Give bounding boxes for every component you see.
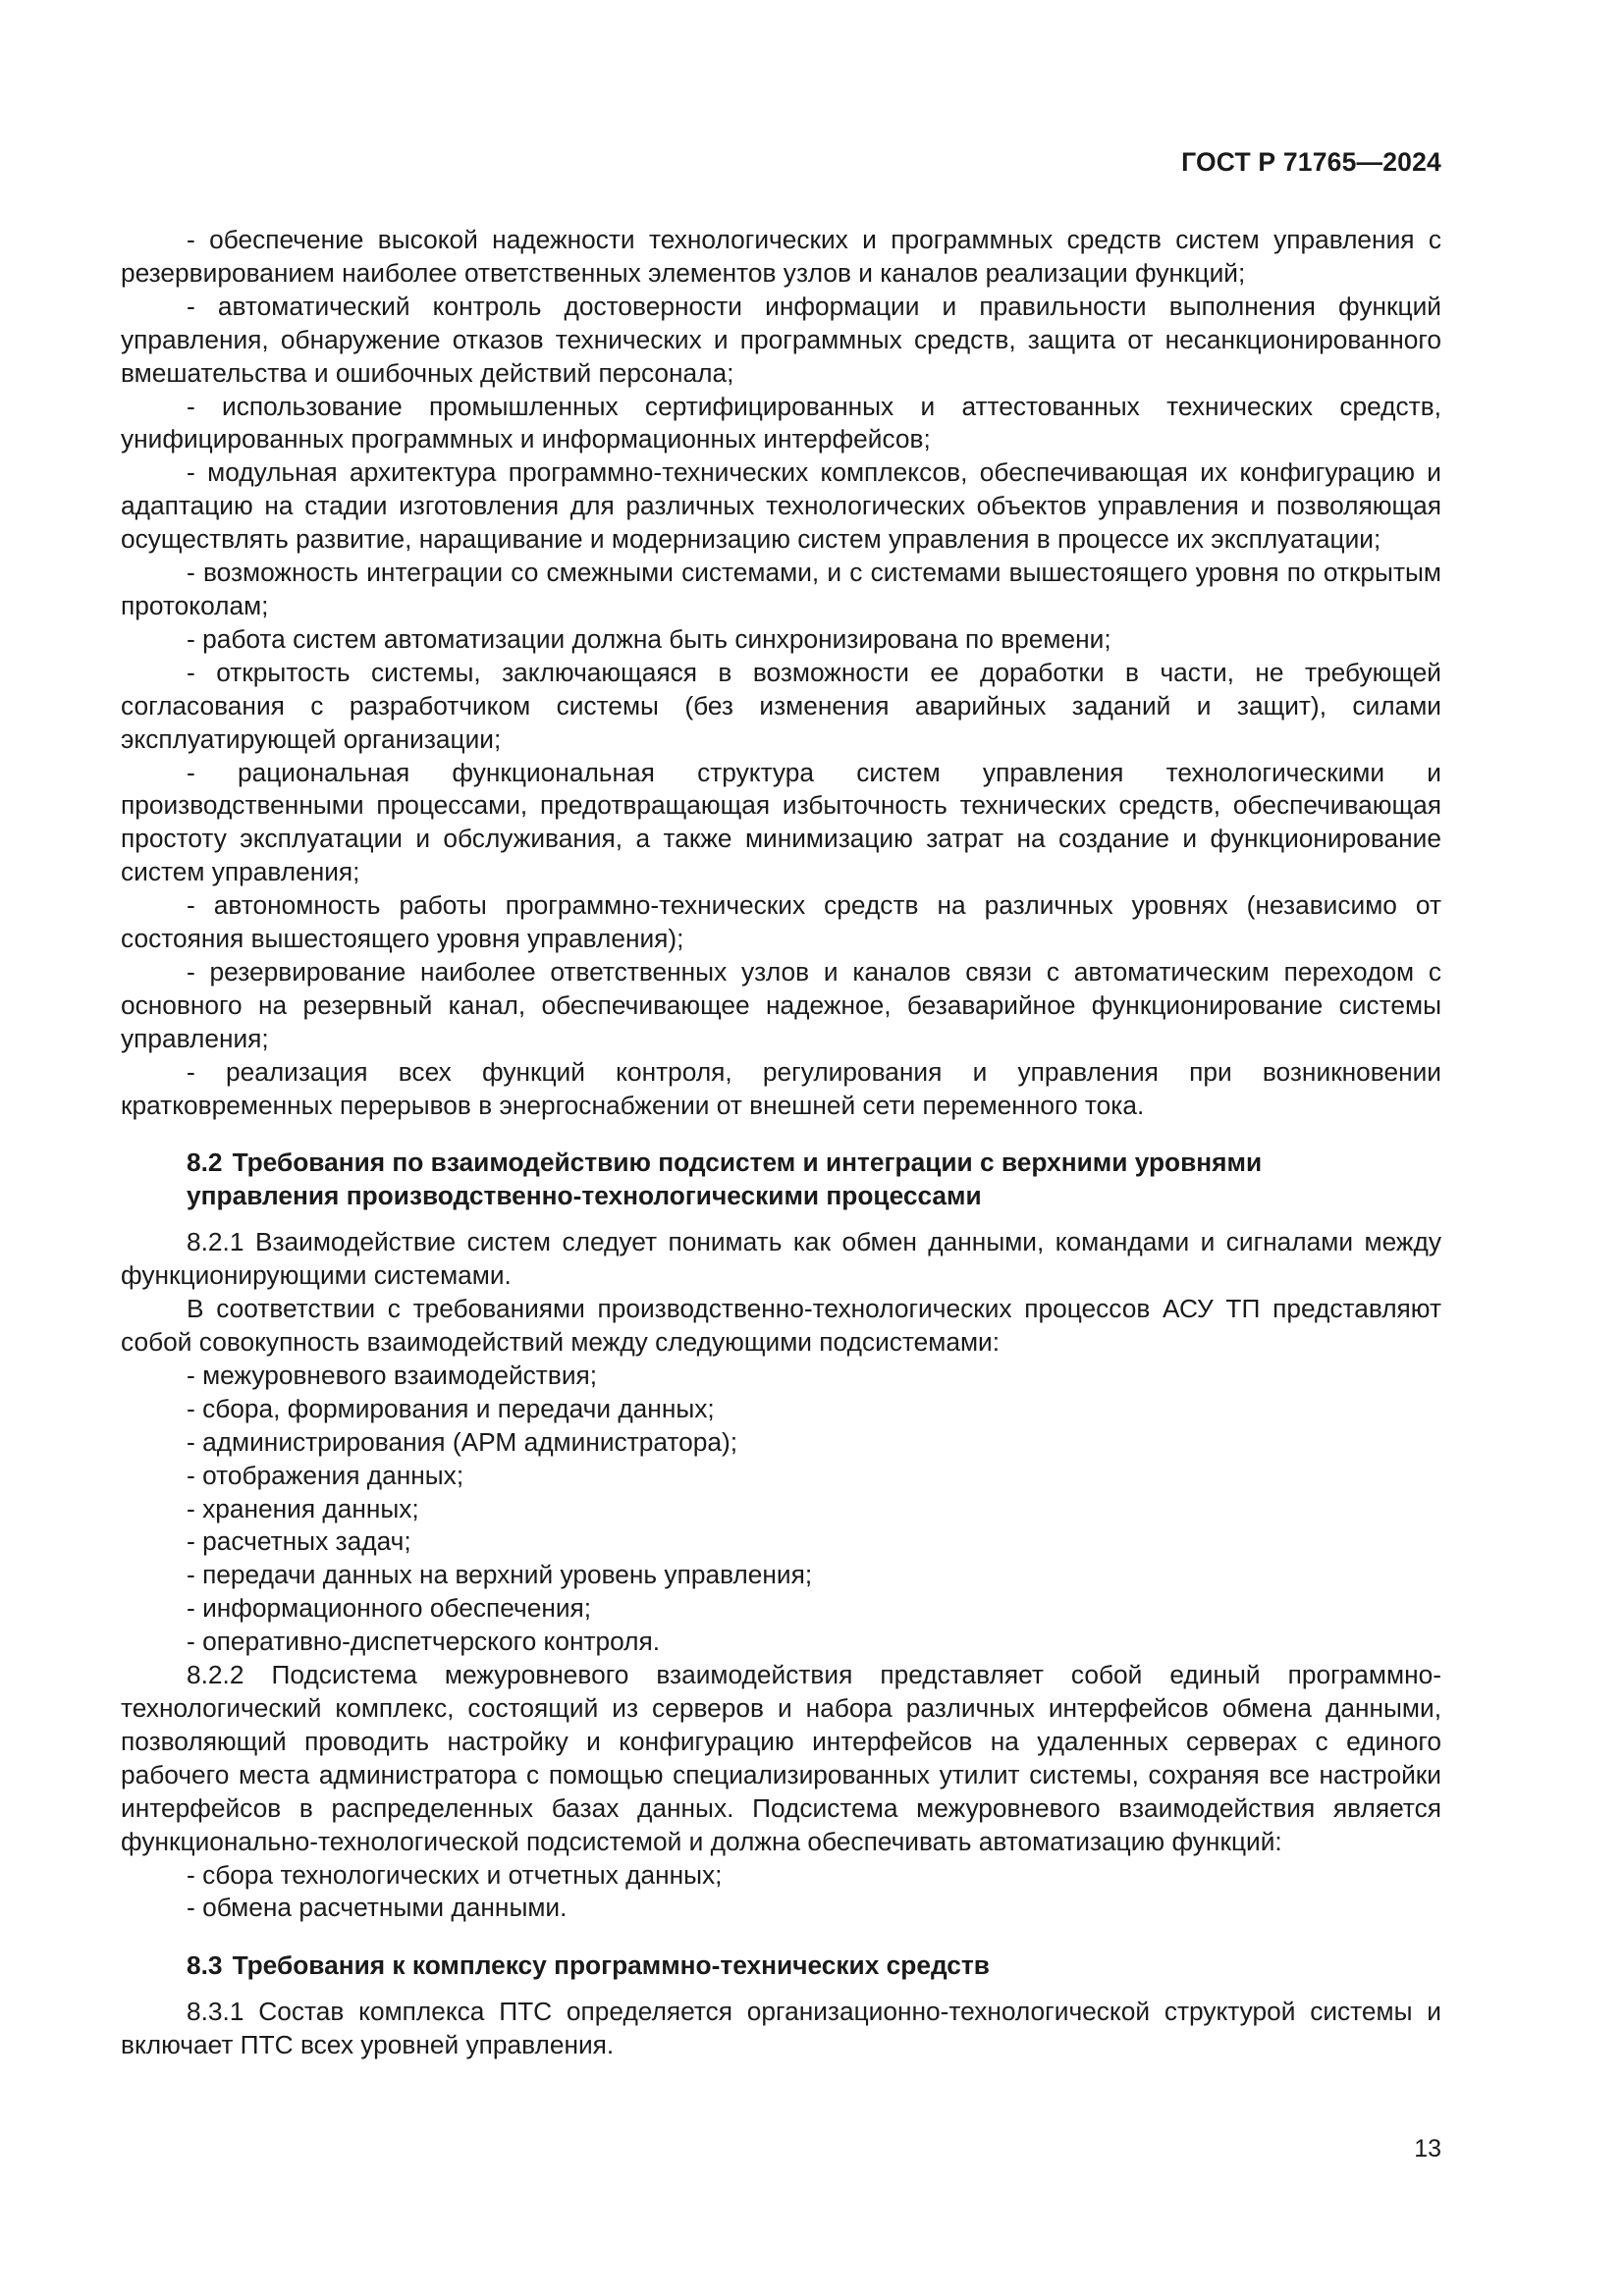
list-item: - рациональная функциональная структура систем управления технологическими и производственными процессами, предотвращающая избыточность технических средств, обеспечивающая простоту эксплуатации и обслуживания, а также минимизацию затрат на создание и функционирование систем управления; <box>121 757 1441 887</box>
function-item: - обмена расчетными данными. <box>187 1893 568 1923</box>
list-item: - использование промышленных сертифицированных и аттестованных технических средств, унифицированных программных и информационных интерфейсов; <box>121 391 1441 454</box>
section-title-line1: Требования по взаимодействию подсистем и интеграции с верхними уровнями <box>232 1148 1263 1178</box>
list-item: - модульная архитектура программно-технических комплексов, обеспечивающая их конфигурацию и адаптацию на стадии изготовления для различных технологических объектов управления и позволяющая осуществлять развитие, наращивание и модернизацию систем управления в процессе их эксплуатации; <box>121 457 1441 555</box>
function-item: - сбора технологических и отчетных данных; <box>187 1859 723 1890</box>
section-title: Требования к комплексу программно-технических средств <box>232 1950 990 1981</box>
section-number: 8.2 <box>187 1148 223 1178</box>
subsystem-item: - администрирования (АРМ администратора); <box>187 1426 738 1457</box>
paragraph-8-2-1: 8.2.1 Взаимодействие систем следует понимать как обмен данными, командами и сигналами между функционирующими системами. <box>121 1227 1441 1291</box>
list-item: - обеспечение высокой надежности технологических и программных средств систем управления с резервированием наиболее ответственных элементов узлов и каналов реализации функций; <box>121 225 1441 288</box>
section-title-line2: управления производственно-технологическими процессами <box>187 1181 982 1211</box>
document-code-header: ГОСТ Р 71765—2024 <box>1181 147 1441 177</box>
list-item: - открытость системы, заключающаяся в возможности ее доработки в части, не требующей согласования с разработчиком системы (без изменения аварийных заданий и защит), силами эксплуатирующей организации; <box>121 657 1441 754</box>
document-body <box>121 224 1441 2062</box>
section-heading-8-3 <box>121 1949 1441 1983</box>
paragraph-8-2-intro: В соответствии с требованиями производственно-технологических процессов АСУ ТП представляют собой совокупность взаимодействий между следующими подсистемами: <box>121 1294 1441 1357</box>
list-item: - реализация всех функций контроля, регулирования и управления при возникновении кратковременных перерывов в энергоснабжении от внешней сети переменного тока. <box>121 1056 1441 1120</box>
subsystem-item: - хранения данных; <box>187 1493 419 1523</box>
subsystem-item: - оперативно-диспетчерского контроля. <box>187 1627 661 1657</box>
subsystem-item: - расчетных задач; <box>187 1526 411 1557</box>
subsystem-item: - сбора, формирования и передачи данных; <box>187 1393 715 1423</box>
section-heading-8-2 <box>121 1147 1441 1213</box>
paragraph-8-3-1: 8.3.1 Состав комплекса ПТС определяется организационно-технологической структурой системы и включает ПТС всех уровней управления. <box>121 1997 1441 2060</box>
paragraph-8-2-2: 8.2.2 Подсистема межуровневого взаимодействия представляет собой единый программно-технологический комплекс, состоящий из серверов и набора различных интерфейсов обмена данными, позволяющий проводить настройку и конфигурацию интерфейсов на удаленных серверах с единого рабочего места администратора с помощью специализированных утилит системы, сохраняя все настройки интерфейсов в распределенных базах данных. Подсистема межуровневого взаимодействия является функционально-технологической подсистемой и должна обеспечивать автоматизацию функций: <box>121 1660 1441 1856</box>
list-item: - автономность работы программно-технических средств на различных уровнях (независимо от состояния вышестоящего уровня управления); <box>121 890 1441 954</box>
subsystem-item: - информационного обеспечения; <box>187 1593 592 1624</box>
list-item: - автоматический контроль достоверности информации и правильности выполнения функций управления, обнаружение отказов технических и программных средств, защита от несанкционированного вмешательства и ошибочных действий персонала; <box>121 291 1441 388</box>
section-number: 8.3 <box>187 1950 223 1981</box>
subsystem-item: - межуровневого взаимодействия; <box>187 1360 598 1390</box>
list-item: - возможность интеграции со смежными системами, и с системами вышестоящего уровня по открытым протоколам; <box>121 558 1441 620</box>
list-item: - работа систем автоматизации должна быть синхронизирована по времени; <box>187 623 1111 654</box>
subsystem-item: - отображения данных; <box>187 1460 464 1490</box>
subsystem-item: - передачи данных на верхний уровень управления; <box>187 1560 813 1590</box>
list-item: - резервирование наиболее ответственных узлов и каналов связи с автоматическим переходом с основного на резервный канал, обеспечивающее надежное, безаварийное функционирование системы управления; <box>121 956 1441 1053</box>
page-number: 13 <box>1414 2135 1441 2163</box>
